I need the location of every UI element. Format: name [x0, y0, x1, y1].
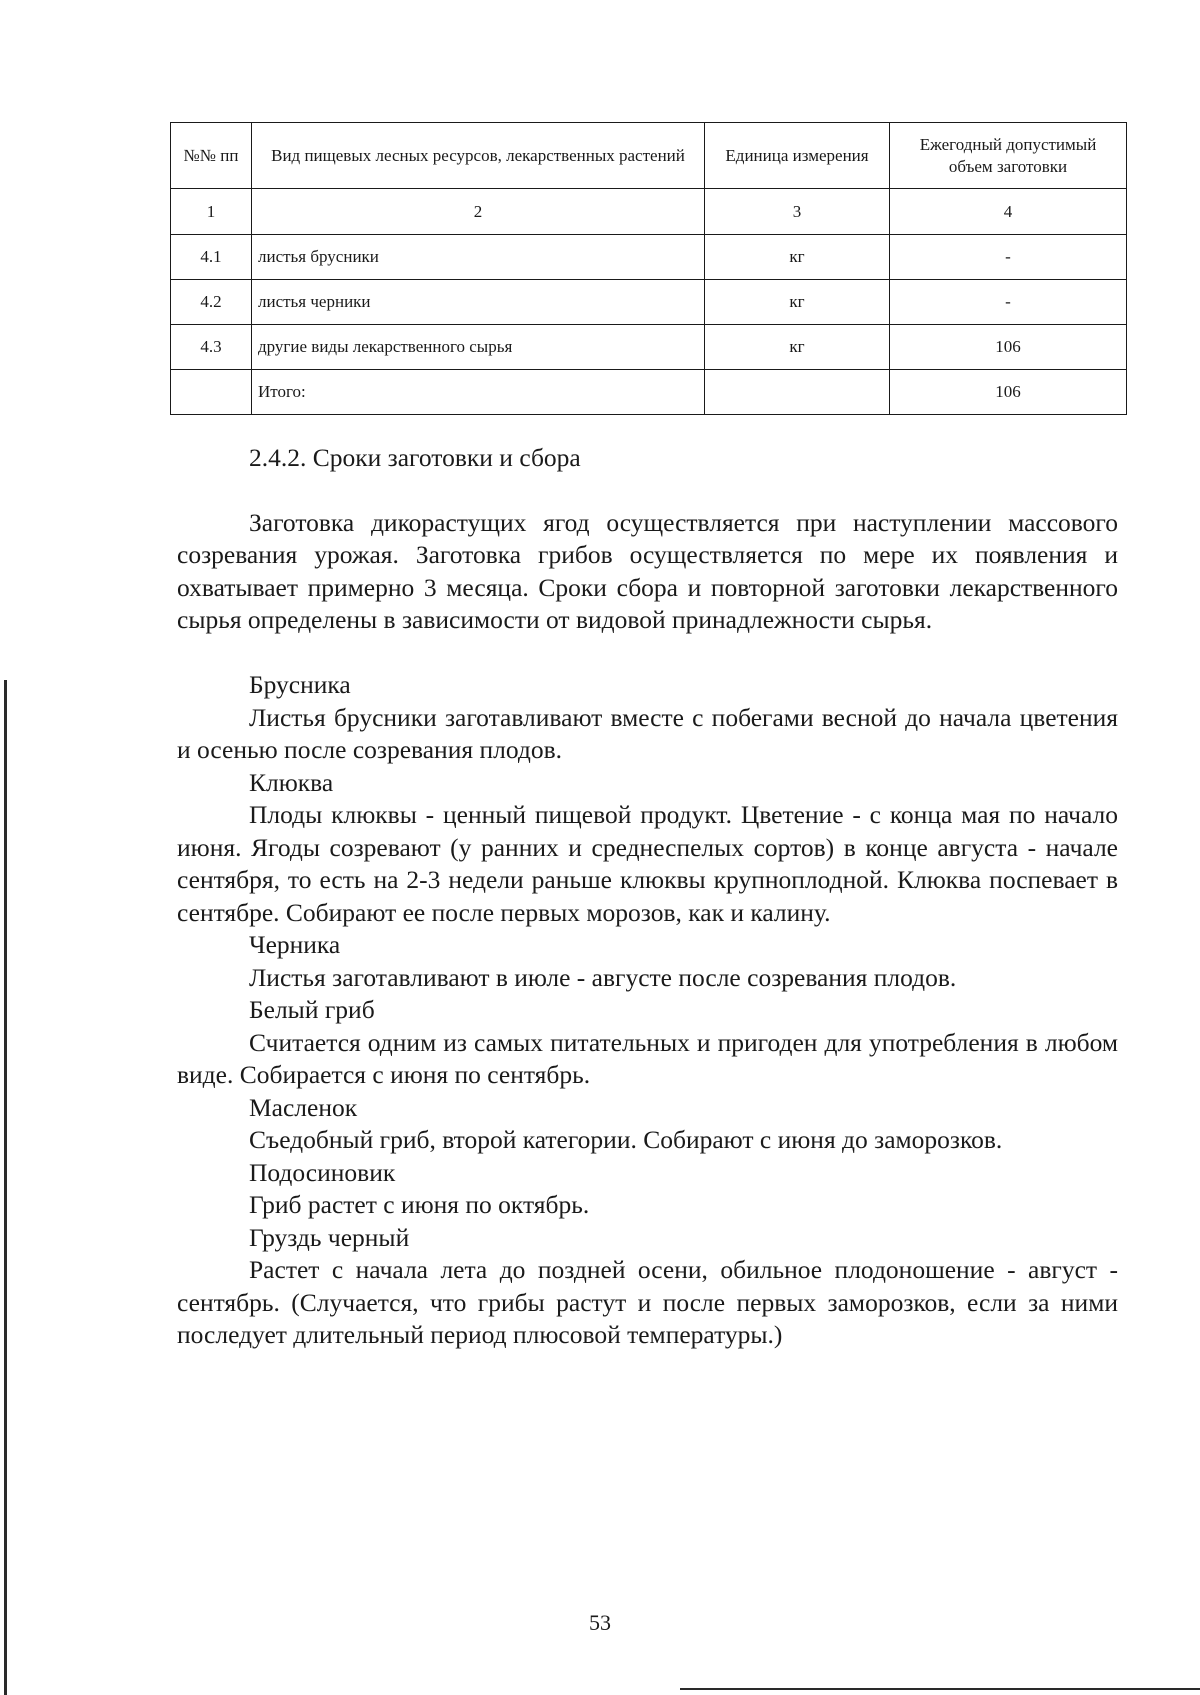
table-row	[171, 280, 1127, 325]
species-heading: Масленок	[249, 1092, 358, 1122]
total-unit	[705, 370, 890, 415]
species-heading: Груздь черный	[249, 1222, 410, 1252]
header-volume: Ежегодный допустимый объем заготовки	[890, 123, 1127, 189]
species-heading: Подосиновик	[249, 1157, 396, 1187]
row-name: листья брусники	[252, 235, 705, 280]
species-heading: Черника	[249, 930, 341, 959]
row-name: другие виды лекарственного сырья	[252, 325, 705, 370]
species-text: Листья заготавливают в июле - августе после созревания плодов.	[249, 962, 957, 992]
resources-table	[170, 122, 1127, 415]
column-number: 2	[252, 189, 705, 235]
table-row	[171, 325, 1127, 370]
row-num: 4.2	[171, 280, 252, 325]
table-header-row	[171, 123, 1127, 189]
scan-edge-bottom	[680, 1688, 1200, 1690]
column-number: 1	[171, 189, 252, 235]
species-text: Гриб растет с июня по октябрь.	[249, 1190, 590, 1219]
species-text: Растет с начала лета до поздней осени, обильное плодоношение - август - сентябрь. (Случается, что грибы растут и после первых заморозков, если за ними последует длительный период плюсовой температуры.)	[177, 1255, 1118, 1349]
header-resource-type: Вид пищевых лесных ресурсов, лекарственных растений	[252, 123, 705, 189]
row-num: 4.3	[171, 325, 252, 370]
row-volume: 106	[890, 325, 1127, 370]
column-number: 4	[890, 189, 1127, 235]
species-text: Съедобный гриб, второй категории. Собирают с июня до заморозков.	[249, 1125, 1003, 1154]
row-num: 4.1	[171, 235, 252, 280]
row-volume: -	[890, 235, 1127, 280]
table-column-numbers-row	[171, 189, 1127, 235]
row-unit: кг	[705, 325, 890, 370]
species-heading: Клюква	[249, 767, 334, 797]
total-num	[171, 370, 252, 415]
column-number: 3	[705, 189, 890, 235]
total-label: Итого:	[252, 370, 705, 415]
species-text: Листья брусники заготавливают вместе с побегами весной до начала цветения и осенью после созревания плодов.	[177, 702, 1118, 764]
row-unit: кг	[705, 235, 890, 280]
document-body	[177, 442, 1118, 1352]
scan-edge-left	[4, 680, 7, 1695]
species-text: Плоды клюквы - ценный пищевой продукт. Цветение - с конца мая по начало июня. Ягоды созревают (у ранних и среднеспелых сортов) в конце августа - начале сентября, то есть на 2-3 недели раньше клюквы крупноплодной. Клюква поспевает в сентябре. Собирают ее после первых морозов, как и калину.	[177, 800, 1118, 927]
species-heading: Брусника	[249, 670, 351, 699]
table-row	[171, 235, 1127, 280]
header-num: №№ пп	[171, 123, 252, 189]
page-number: 53	[589, 1610, 611, 1635]
header-unit: Единица измерения	[705, 123, 890, 189]
table-total-row	[171, 370, 1127, 415]
total-volume: 106	[890, 370, 1127, 415]
intro-paragraph: Заготовка дикорастущих ягод осуществляется при наступлении массового созревания урожая. Заготовка грибов осуществляется по мере их появления и охватывает примерно 3 месяца. Сроки сбора и повторной заготовки лекарственного сырья определены в зависимости от видовой принадлежности сырья.	[177, 507, 1118, 634]
row-volume: -	[890, 280, 1127, 325]
section-title: 2.4.2. Сроки заготовки и сбора	[249, 443, 581, 472]
species-text: Считается одним из самых питательных и пригоден для употребления в любом виде. Собирается с июня по сентябрь.	[177, 1027, 1118, 1089]
species-heading: Белый гриб	[249, 995, 375, 1024]
row-name: листья черники	[252, 280, 705, 325]
row-unit: кг	[705, 280, 890, 325]
